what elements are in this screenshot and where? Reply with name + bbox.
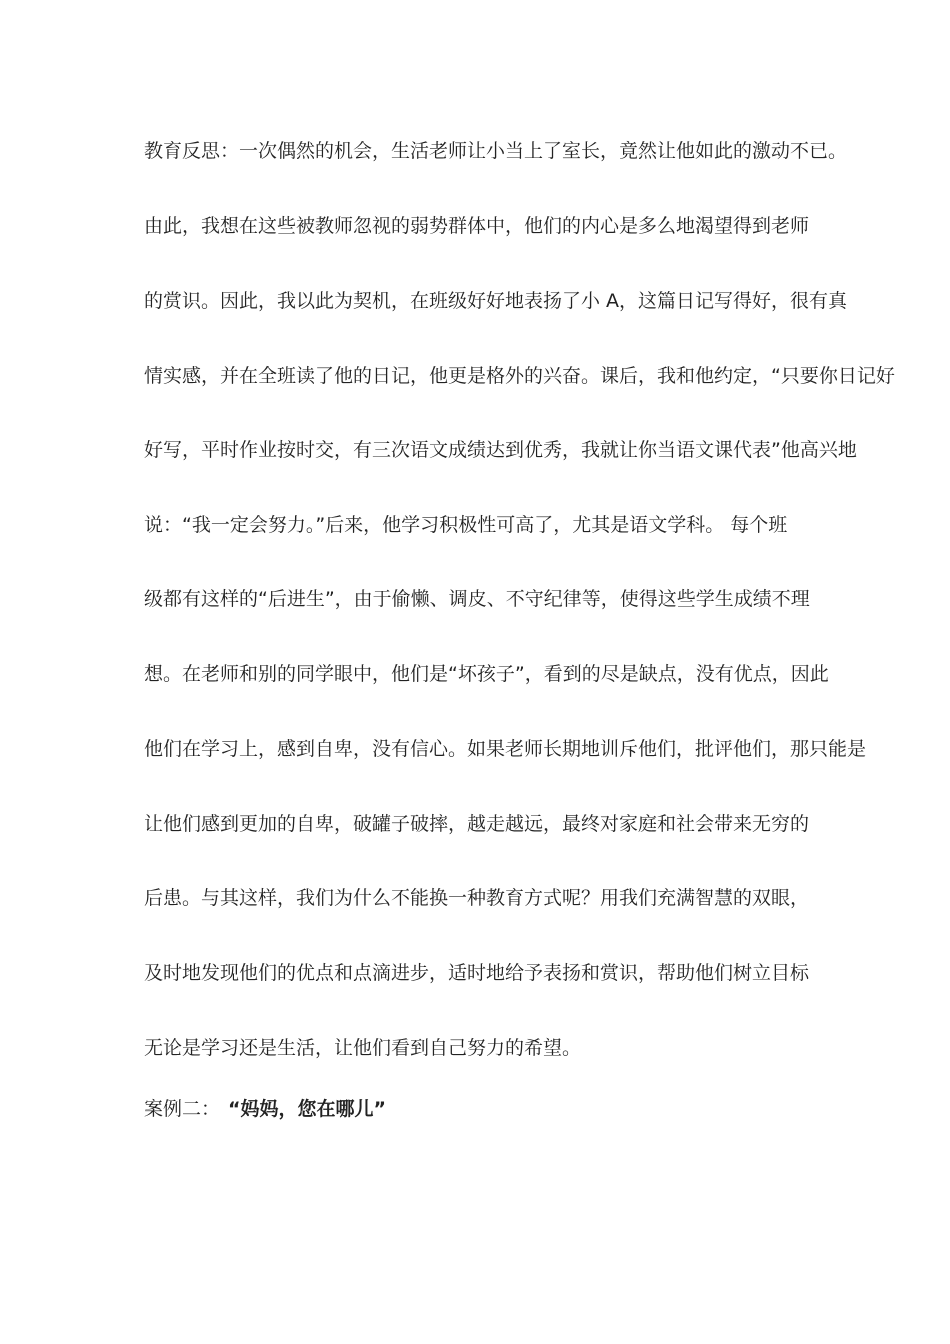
paragraph-line: 后患。与其这样，我们为什么不能换一种教育方式呢？用我们充满智慧的双眼， (144, 887, 810, 909)
paragraph-line: 由此，我想在这些被教师忽视的弱势群体中，他们的内心是多么地渴望得到老师 (144, 215, 810, 237)
paragraph-line: 的赏识。因此，我以此为契机，在班级好好地表扬了小 A，这篇日记写得好，很有真 (144, 290, 848, 312)
paragraph-line: 教育反思：一次偶然的机会，生活老师让小当上了室长，竟然让他如此的激动不已。 (144, 140, 848, 162)
case-title: “妈妈，您在哪儿” (228, 1098, 386, 1120)
paragraph-line: 无论是学习还是生活，让他们看到自己努力的希望。 (144, 1037, 582, 1059)
paragraph-line: 想。在老师和别的同学眼中，他们是“坏孩子”，看到的尽是缺点，没有优点，因此 (144, 663, 829, 685)
paragraph-line: 好写，平时作业按时交，有三次语文成绩达到优秀，我就让你当语文课代表”他高兴地 (144, 439, 857, 461)
paragraph-line: 情实感，并在全班读了他的日记，他更是格外的兴奋。课后，我和他约定，“只要你日记好 (144, 365, 895, 387)
case-label: 案例二： (144, 1098, 221, 1120)
paragraph-line: 级都有这样的“后进生”，由于偷懒、调皮、不守纪律等，使得这些学生成绩不理 (144, 588, 810, 610)
paragraph-line: 让他们感到更加的自卑，破罐子破摔，越走越远，最终对家庭和社会带来无穷的 (144, 813, 810, 835)
case-heading (144, 1095, 386, 1123)
paragraph-line: 及时地发现他们的优点和点滴进步，适时地给予表扬和赏识，帮助他们树立目标 (144, 962, 810, 984)
paragraph-line: 说：“我一定会努力。”后来，他学习积极性可高了，尤其是语文学科。 每个班 (144, 514, 788, 536)
paragraph-line: 他们在学习上，感到自卑，没有信心。如果老师长期地训斥他们，批评他们，那只能是 (144, 738, 867, 760)
